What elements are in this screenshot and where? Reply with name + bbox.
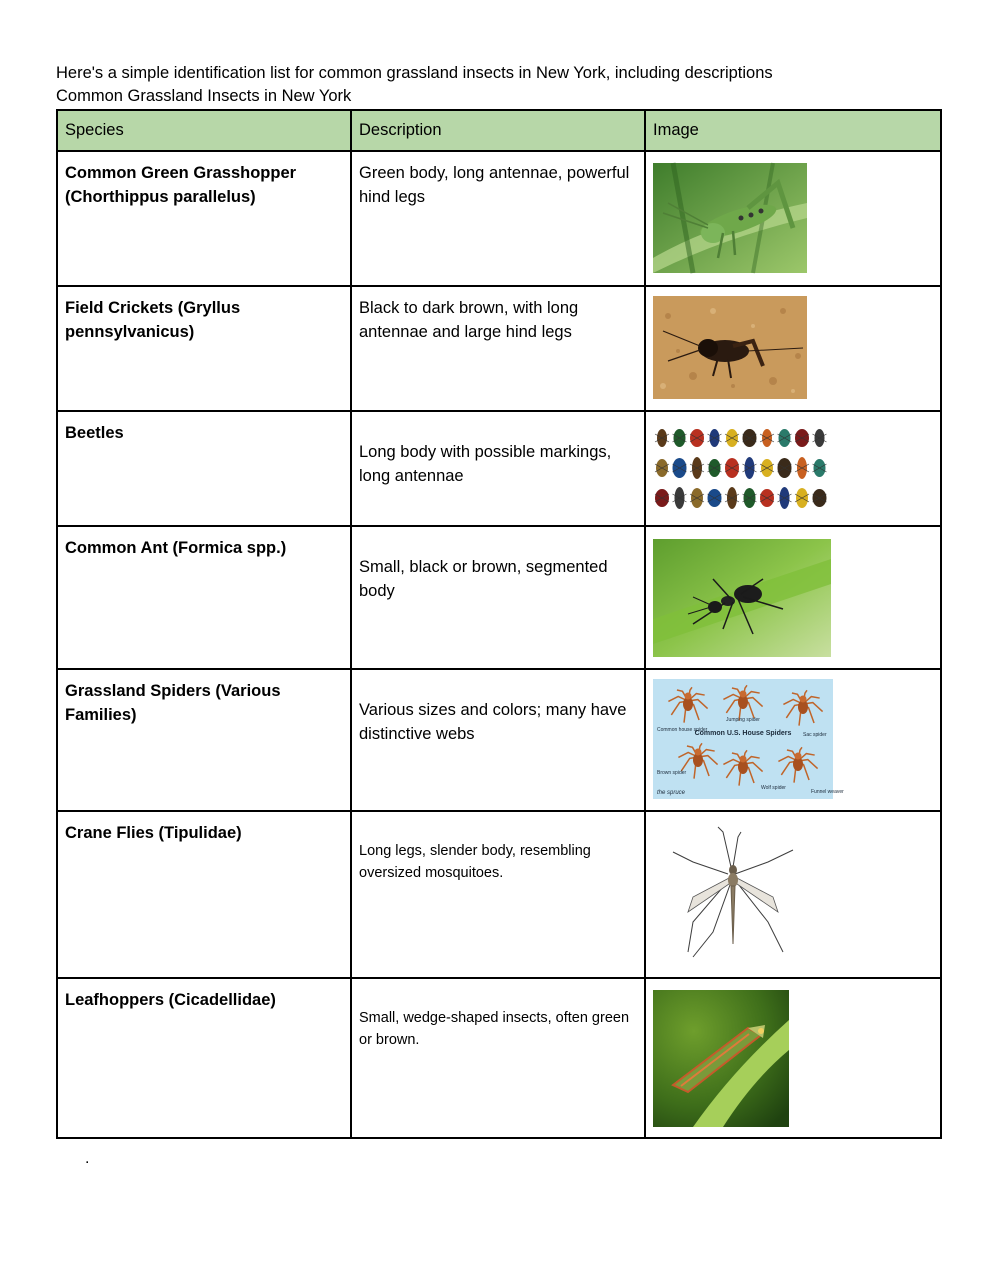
spider-label: Common house spider [657,727,708,733]
table-row [57,811,941,978]
table-row [57,411,941,526]
species-name: Beetles [57,411,351,526]
footer-mark: . [85,1150,90,1167]
infographic-title: Common U.S. House Spiders [694,730,792,737]
header-species: Species [57,110,351,151]
spiders-infographic [653,679,844,799]
header-image: Image [645,110,941,151]
table-row [57,526,941,669]
description-text: Long body with possible markings, long antennae [359,443,612,485]
species-description [351,411,645,526]
species-name: Field Crickets (Gryllus pennsylvanicus) [57,286,351,411]
table-row [57,978,941,1138]
species-name: Leafhoppers (Cicadellidae) [57,978,351,1138]
image-cell [645,669,941,811]
intro-line: Here's a simple identification list for common grassland insects in New York, including descriptions [56,64,773,82]
insects-table [56,109,942,1139]
species-name: Crane Flies (Tipulidae) [57,811,351,978]
image-cell [645,151,941,286]
header-description: Description [351,110,645,151]
table-header-row [57,110,941,151]
grasshopper-photo [653,163,807,273]
description-text: Various sizes and colors; many have distinctive webs [359,701,627,743]
description-text: Small, wedge-shaped insects, often green or brown. [359,1010,630,1048]
species-description [351,811,645,978]
species-name: Common Ant (Formica spp.) [57,526,351,669]
species-description [351,978,645,1138]
spider-label: Wolf spider [761,785,786,791]
spider-label: Jumping spider [726,717,760,723]
image-cell [645,411,941,526]
image-cell [645,286,941,411]
species-name: Common Green Grasshopper (Chorthippus parallelus) [57,151,351,286]
intro-text [56,62,956,108]
species-name: Grassland Spiders (Various Families) [57,669,351,811]
beetles-collection-photo [653,424,831,514]
table-row [57,286,941,411]
spider-label: Funnel weaver [811,789,844,795]
leafhopper-photo [653,990,789,1127]
crane-fly-illustration [653,822,813,962]
table-row [57,151,941,286]
image-cell [645,526,941,669]
table-row [57,669,941,811]
brand-logo: the spruce [657,790,686,796]
image-cell [645,811,941,978]
image-cell [645,978,941,1138]
description-text: Long legs, slender body, resembling oversized mosquitoes. [359,843,591,881]
species-description: Black to dark brown, with long antennae and large hind legs [351,286,645,411]
cricket-photo [653,296,807,399]
species-description [351,526,645,669]
spider-label: Sac spider [803,732,827,738]
table-title: Common Grassland Insects in New York [56,87,352,105]
ant-photo [653,539,831,657]
spider-label: Brown spider [657,770,687,776]
description-text: Small, black or brown, segmented body [359,558,608,600]
species-description [351,669,645,811]
species-description: Green body, long antennae, powerful hind legs [351,151,645,286]
